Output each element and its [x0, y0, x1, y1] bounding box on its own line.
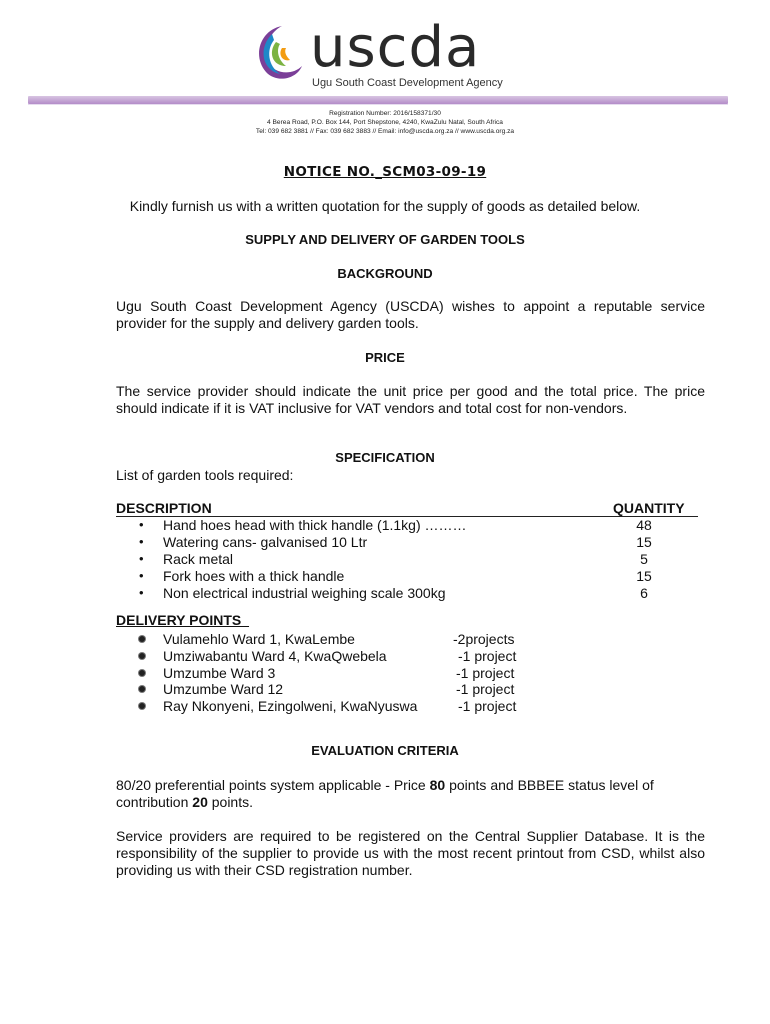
item-description: Fork hoes with a thick handle: [163, 568, 345, 584]
item-quantity: 5: [640, 551, 648, 567]
item-quantity: 15: [636, 534, 652, 550]
bullet-icon: [139, 636, 145, 642]
background-heading: BACKGROUND: [337, 266, 433, 281]
list-item: [0, 534, 770, 551]
notice-title: NOTICE NO._SCM03-09-19: [283, 164, 487, 180]
delivery-place: Umzumbe Ward 3: [163, 665, 276, 681]
delivery-projects: -1 project: [458, 648, 517, 664]
evaluation-text-part-c: points.: [207, 794, 253, 810]
bullet-icon: •: [139, 517, 144, 532]
item-description: Hand hoes head with thick handle (1.1kg) ………: [163, 517, 467, 533]
bullet-icon: [139, 670, 145, 676]
swirl-logo-icon: [252, 22, 310, 86]
specification-intro: List of garden tools required:: [116, 467, 294, 483]
list-item: [0, 631, 770, 648]
specification-table-header: [116, 500, 698, 517]
list-item: [0, 585, 770, 602]
bullet-icon: [139, 653, 145, 659]
subject-heading: SUPPLY AND DELIVERY OF GARDEN TOOLS: [245, 232, 525, 247]
quantity-column-header: QUANTITY: [613, 500, 685, 516]
list-item: [0, 681, 770, 698]
item-quantity: 48: [636, 517, 652, 533]
csd-requirement-text: Service providers are required to be registered on the Central Supplier Database. It is the responsibility of the supplier to provide us with the most recent printout from CSD, whilst also providing us with their CSD registration number.: [116, 828, 705, 878]
list-item: [0, 665, 770, 682]
bullet-icon: [139, 686, 145, 692]
logo-wordmark: uscda: [310, 15, 481, 80]
price-heading: PRICE: [365, 350, 405, 365]
header-divider-bar: [28, 96, 728, 104]
bullet-icon: •: [139, 585, 144, 600]
item-description: Non electrical industrial weighing scale 300kg: [163, 585, 446, 601]
item-quantity: 6: [640, 585, 648, 601]
bullet-icon: [139, 703, 145, 709]
specification-heading: SPECIFICATION: [335, 450, 435, 465]
list-item: [0, 517, 770, 534]
evaluation-text-part-b: points and BBBEE status level of contribution: [116, 777, 654, 810]
delivery-place: Umziwabantu Ward 4, KwaQwebela: [163, 648, 387, 664]
delivery-place: Ray Nkonyeni, Ezingolweni, KwaNyuswa: [163, 698, 418, 714]
intro-text: Kindly furnish us with a written quotation for the supply of goods as detailed below.: [129, 198, 641, 214]
delivery-projects: -1 project: [456, 681, 515, 697]
header-divider-line: [28, 104, 728, 105]
contact-details: Tel: 039 682 3881 // Fax: 039 682 3883 // Email: info@uscda.org.za // www.uscda.org.za: [255, 128, 515, 135]
uscda-logo: [252, 15, 512, 94]
item-quantity: 15: [636, 568, 652, 584]
registration-number: Registration Number: 2016/158371/30: [329, 110, 441, 117]
delivery-projects: -1 project: [456, 665, 515, 681]
list-item: [0, 698, 770, 715]
delivery-place: Vulamehlo Ward 1, KwaLembe: [163, 631, 355, 647]
price-text: The service provider should indicate the unit price per good and the total price. The price should indicate if it is VAT inclusive for VAT vendors and total cost for non-vendors.: [116, 383, 705, 416]
evaluation-text-part-a: 80/20 preferential points system applicable - Price: [116, 777, 430, 793]
delivery-place: Umzumbe Ward 12: [163, 681, 284, 697]
bullet-icon: •: [139, 568, 144, 583]
background-text: Ugu South Coast Development Agency (USCDA) wishes to appoint a reputable service provider for the supply and delivery garden tools.: [116, 298, 705, 331]
postal-address: 4 Bereа Road, P.O. Box 144, Port Shepstone, 4240, KwaZulu Natal, South Africa: [267, 119, 503, 126]
logo-subtitle: Ugu South Coast Development Agency: [312, 77, 503, 89]
description-column-header: DESCRIPTION: [116, 500, 212, 516]
item-description: Rack metal: [163, 551, 234, 567]
evaluation-text: [116, 777, 705, 811]
delivery-projects: -1 project: [458, 698, 517, 714]
list-item: [0, 551, 770, 568]
item-description: Watering cans- galvanised 10 Ltr: [163, 534, 368, 550]
list-item: [0, 568, 770, 585]
delivery-points-heading: DELIVERY POINTS: [116, 612, 250, 628]
evaluation-heading: EVALUATION CRITERIA: [311, 743, 459, 758]
bullet-icon: •: [139, 551, 144, 566]
delivery-projects: -2projects: [453, 631, 515, 647]
list-item: [0, 648, 770, 665]
price-points-value: 80: [429, 777, 446, 793]
bullet-icon: •: [139, 534, 144, 549]
bbbee-points-value: 20: [192, 794, 208, 810]
